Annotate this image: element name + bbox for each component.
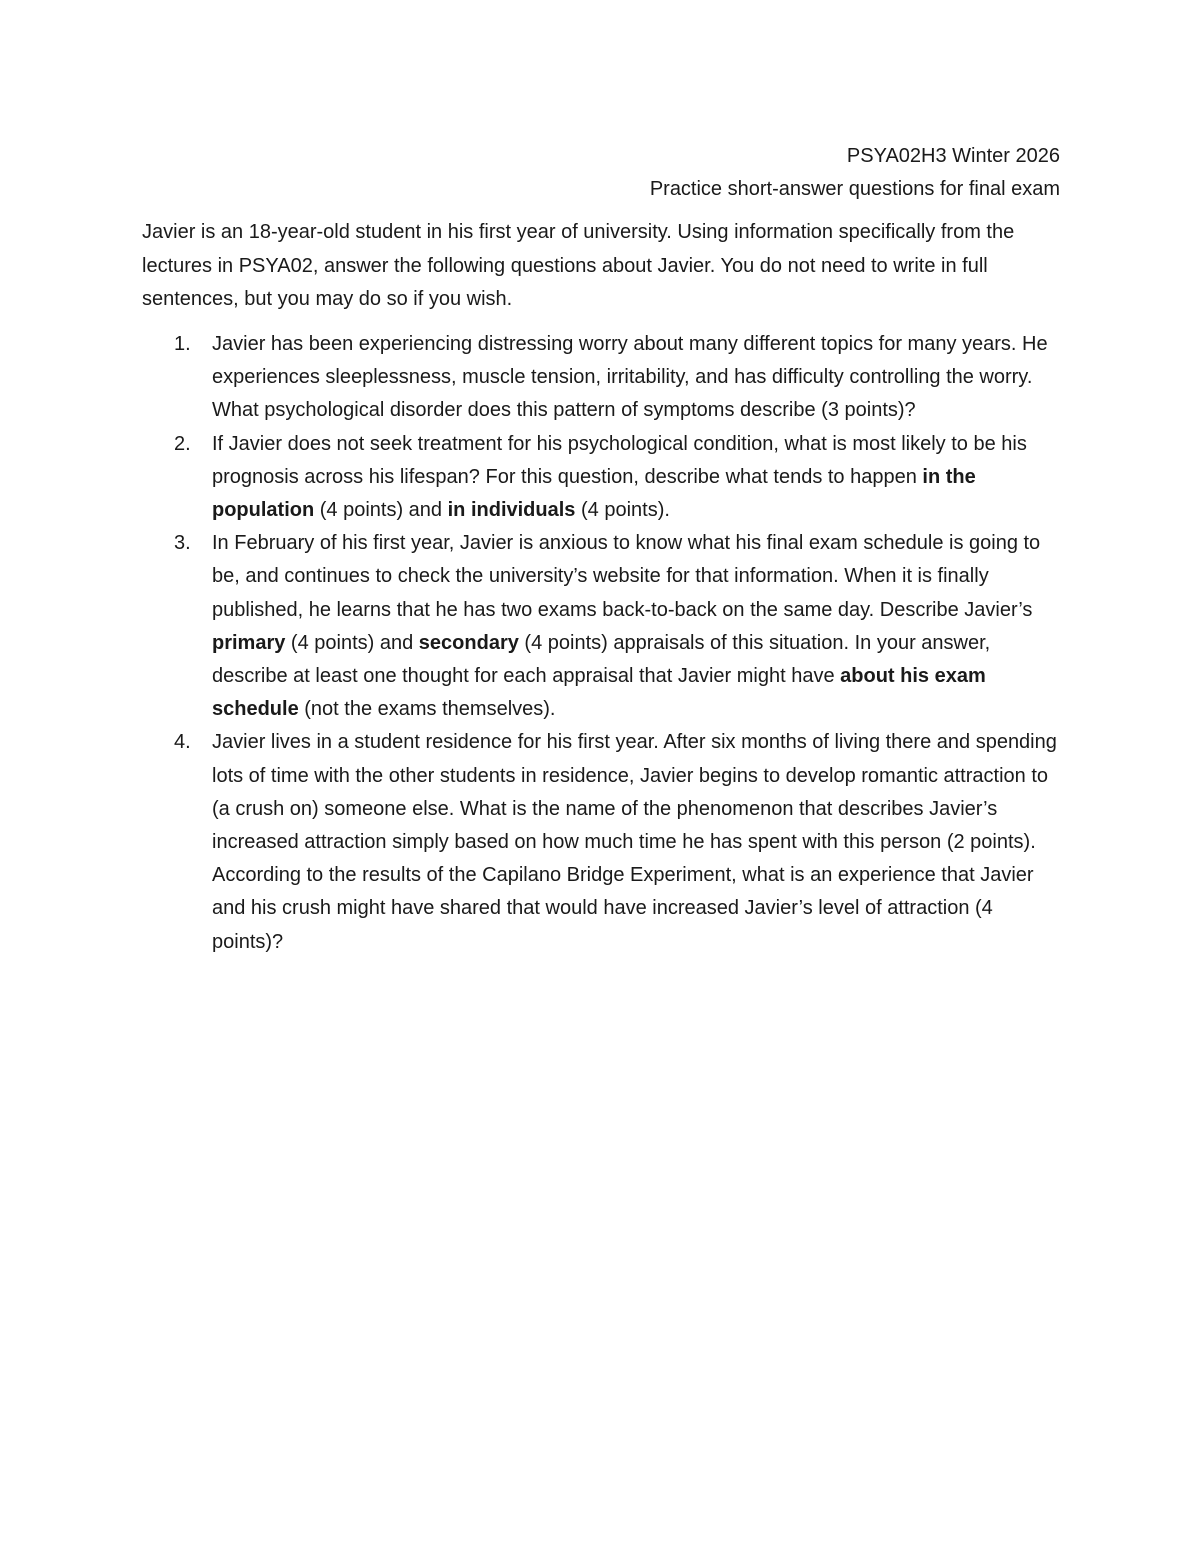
intro-paragraph: Javier is an 18-year-old student in his first year of university. Using information specifically from the lectures in PSYA02, answer the following questions about Javier. You do not need to write in full sentences, but you may do so if you wish. (142, 221, 1015, 310)
emphasis-text: in the population (212, 465, 976, 522)
question-text: If Javier does not seek treatment for his psychological condition, what is most likely to be his prognosis across his lifespan? For this question, describe what tends to happen (212, 432, 1027, 488)
question-item (142, 428, 1060, 528)
document-subtitle: Practice short-answer questions for final exam (649, 178, 1060, 201)
question-list (142, 328, 1060, 959)
question-number: 3. (174, 532, 191, 555)
question-text: (4 points) and (314, 499, 448, 522)
question-item (142, 527, 1060, 726)
emphasis-text: secondary (418, 631, 519, 654)
document-page (142, 140, 1060, 959)
emphasis-text: in individuals (447, 499, 576, 522)
question-text: (4 points) appraisals of this situation. In your answer, describe at least one thought for each appraisal that Javier might have (212, 631, 991, 688)
document-header (142, 140, 1060, 206)
question-text: Javier lives in a student residence for his first year. After six months of living there and spending lots of time with the other students in residence, Javier begins to develop romantic attraction to (a crush on) someone else. What is the name of the phenomenon that describes Javier’s increased attraction simply based on how much time he has spent with this person (2 points). According to the results of the Capilano Bridge Experiment, what is an experience that Javier and his crush might have shared that would have increased Javier’s level of attraction (4 points)? (212, 731, 1057, 953)
emphasis-text: about his exam schedule (212, 665, 986, 721)
question-item (142, 726, 1060, 958)
question-number: 1. (174, 333, 191, 356)
course-title: PSYA02H3 Winter 2026 (846, 145, 1060, 167)
question-number: 2. (174, 432, 191, 455)
question-text: (not the exams themselves). (298, 698, 556, 721)
question-text: In February of his first year, Javier is anxious to know what his final exam schedule is going to be, and continues to check the university’s website for that information. When it is finally published, he learns that he has two exams back-to-back on the same day. Describe Javier’s (212, 532, 1041, 621)
question-text: Javier has been experiencing distressing worry about many different topics for many years. He experiences sleeplessness, muscle tension, irritability, and has difficulty controlling the worry. What psychological disorder does this pattern of symptoms describe (3 points)? (212, 333, 1048, 422)
question-text: (4 points). (575, 499, 670, 522)
question-number: 4. (174, 731, 191, 754)
question-text: (4 points) and (285, 631, 419, 654)
emphasis-text: primary (212, 631, 286, 654)
question-item (142, 328, 1060, 428)
